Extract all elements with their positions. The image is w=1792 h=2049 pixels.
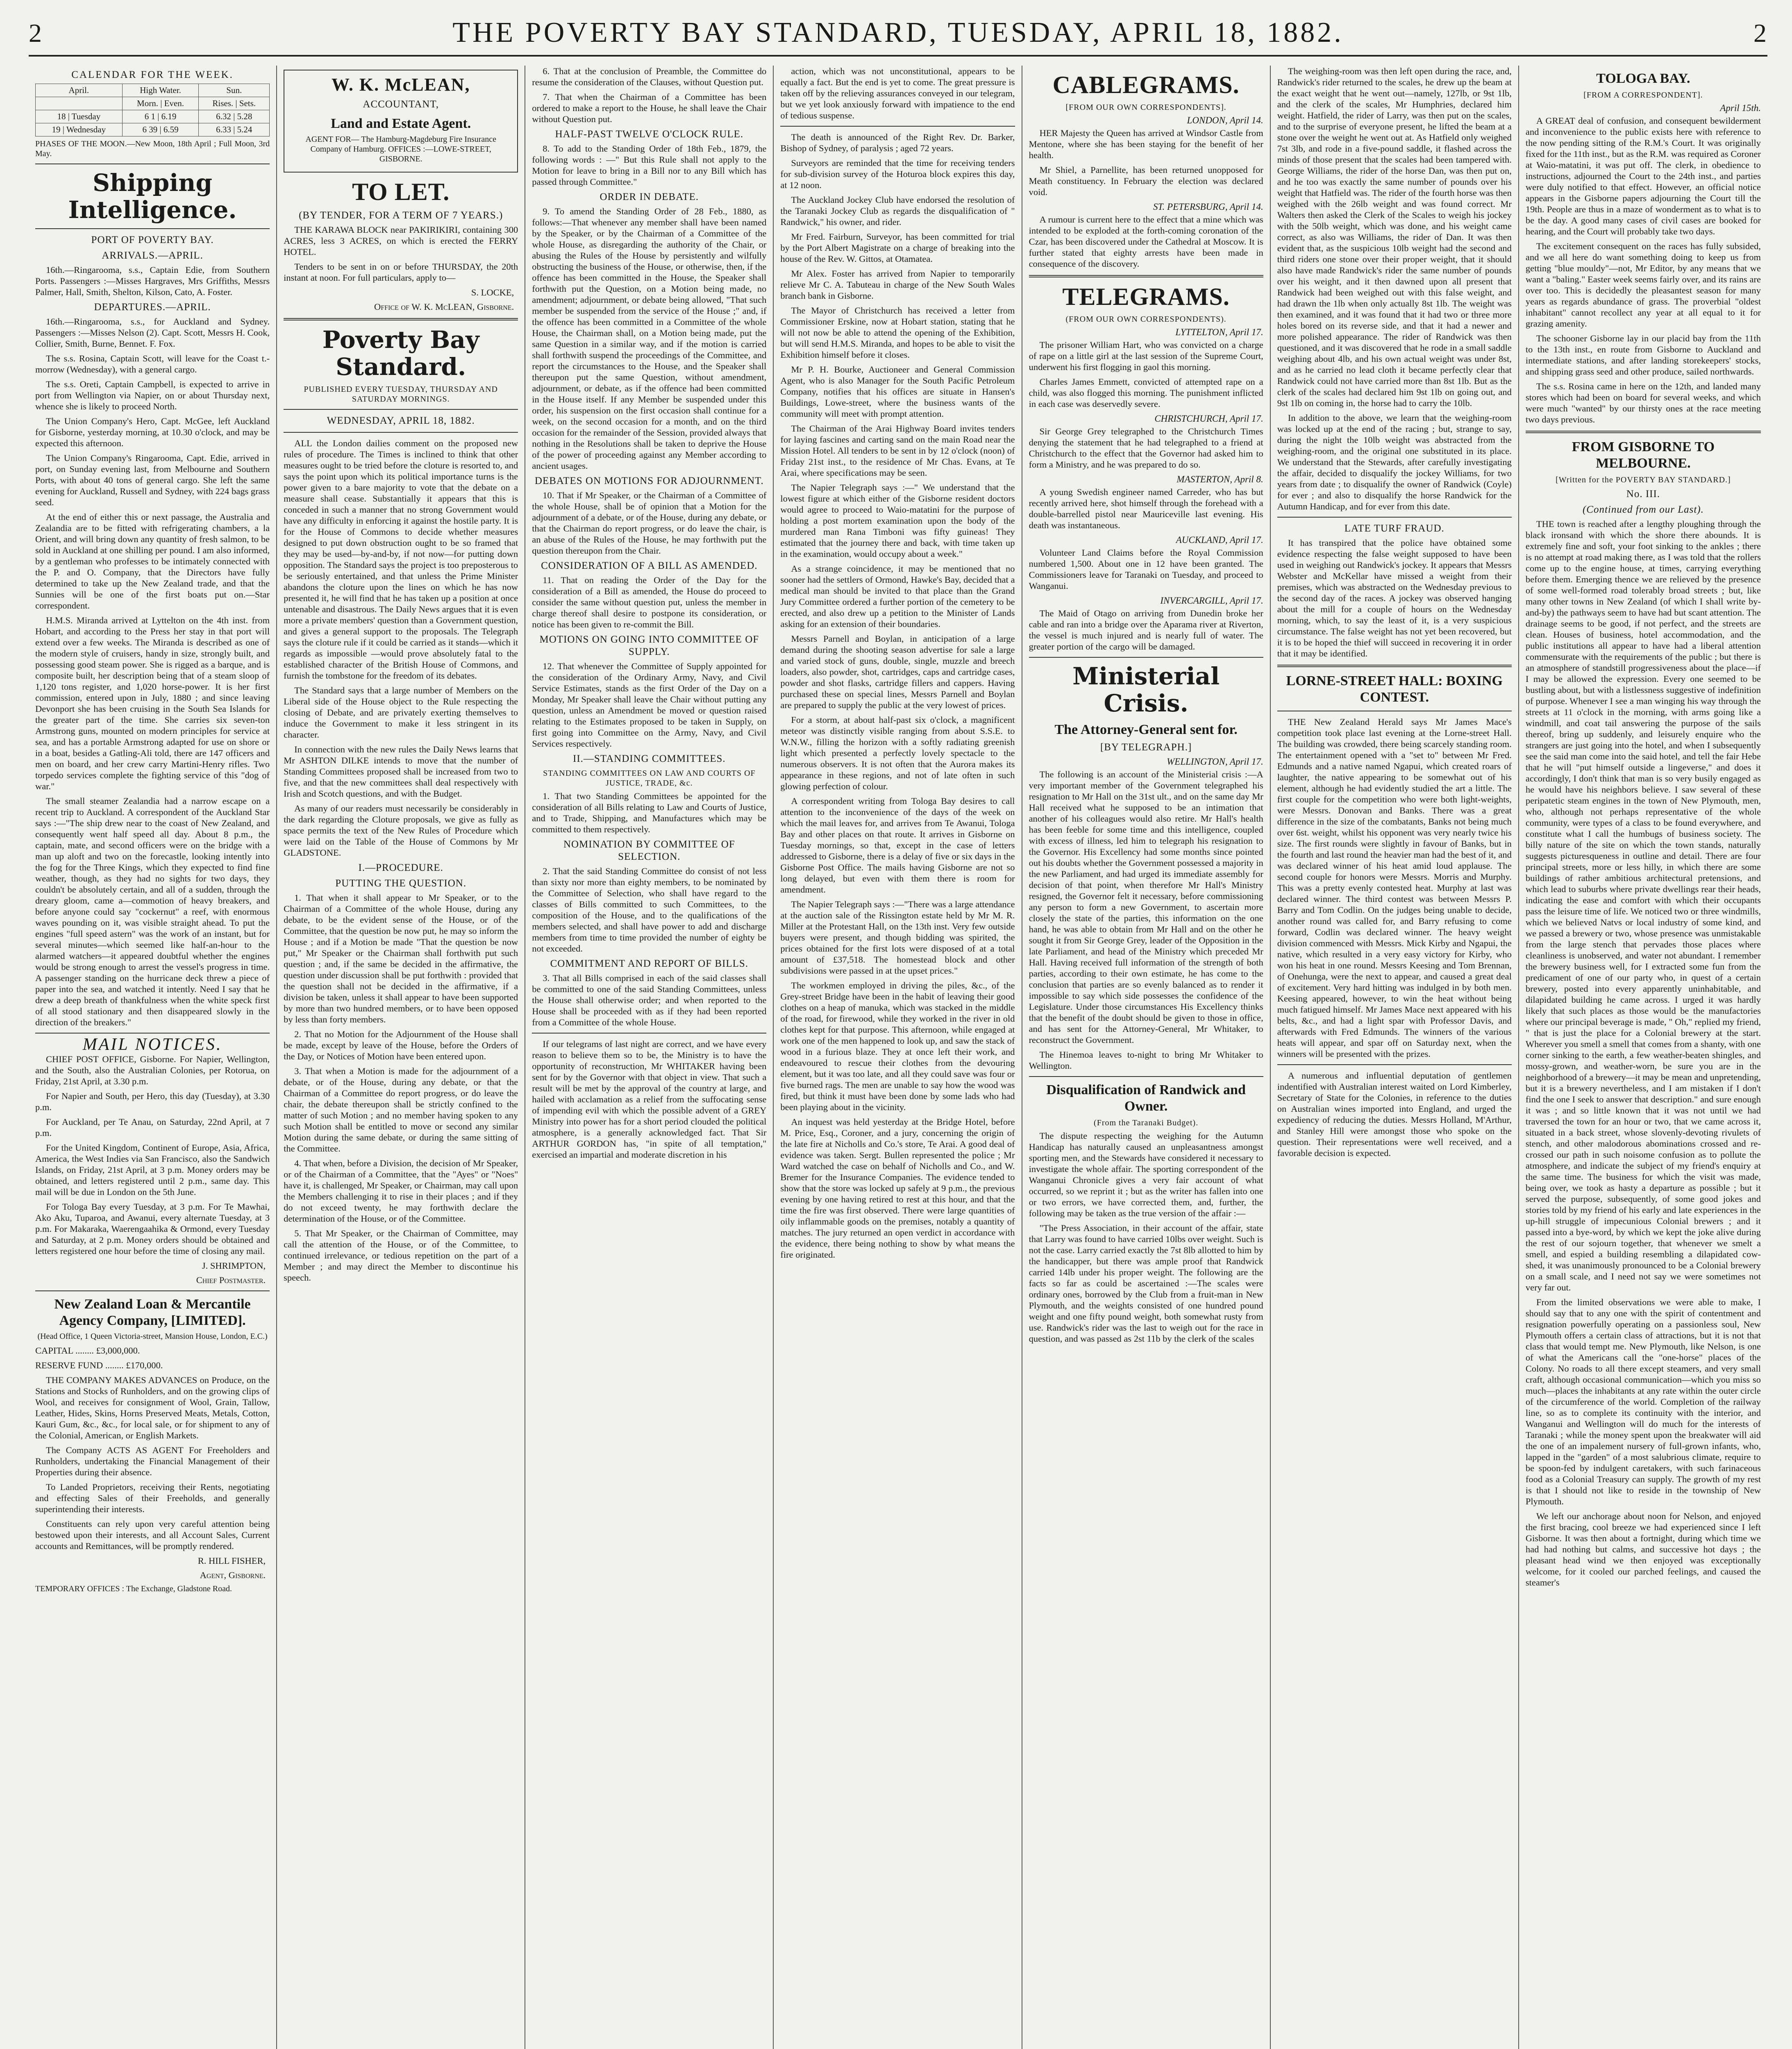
table-cell: 6 39 | 6.59 [122, 123, 199, 136]
mail-paragraph: For the United Kingdom, Continent of Europe, Asia, Africa, America, the West Indies via San Francisco, also the Sandwich Islands, on Friday, 21st April, at 3 p.m. Money orders may be obtained, and letters registered until 2 p.m., same day. This mail will be due in London on the 5th June. [35, 1143, 270, 1197]
column-1 [29, 66, 277, 2049]
cable-dateline: ST. PETERSBURG, April 14. [1153, 202, 1263, 212]
deputation-paragraph: A numerous and influential deputation of gentlemen indentified with Australian interest waited on Lord Kimberley, Secretary of State for the Colonies, in reference to the duties on Australian wines imported into England, and urged the expediency of reducing the duties. Messrs Holland, M'Arthur, and Stanley Hill were amongst those who spoke on the question. Their representations were well received, and a favorable decision is expected. [1277, 1070, 1512, 1158]
procedure-paragraph: 4. That when, before a Division, the decision of Mr Speaker, or of the Chairman of a Committee, that the "Ayes" or "Noes" have it, is challenged, Mr Speaker, or Chairman, may call upon the Members challenging it to rise in their places ; and if they do not exceed twenty, he may forthwith declare the determination of the House, or of the Committee. [284, 1158, 518, 1224]
telegram-text: The Maid of Otago on arriving from Dunedin broke her cable and ran into a bridge over the Aparama river at Riverton, the vessel is much injured and is nearly full of water. The greater portion of the cargo will be damaged. [1029, 608, 1263, 652]
rules-paragraph: 3. That all Bills comprised in each of the said classes shall be committed to one of the said Standing Committees, unless the House shall otherwise order; and when reported to the House shall be proceeded with as if they had been reported from a Committee of the whole House. [532, 973, 767, 1027]
reserve-line: RESERVE FUND ........ £170,000. [35, 1360, 163, 1370]
news-paragraph: Surveyors are reminded that the time for receiving tenders for sub-division survey of the Hoturoa block expires this day, at 12 noon. [780, 158, 1015, 190]
shipping-paragraph: The small steamer Zealandia had a narrow escape on a recent trip to Auckland. A correspondent of the Auckland Star says :—"The ship drew near to the coast of New Zealand, and consequently went half speed all day. About 8 p.m., the captain, mate, and second officers were on the bridge with a man up aloft and two on the forecastle, looking intently into the fog for the Three Kings, which they expected to find fine weather, though, as they had no sights for two days, they couldn't be absolutely certain, and all of a sudden, through the dreary gloom, came a—commotion of heavy breakers, and before anyone could say "cockernut" a reef, with enormous waves pounding on it, was visible straight ahead. To put the engines "full speed astern" was the work of an instant, but for several minutes—which seemed like half-an-hour to the alarmed watchers—it appeared doubtful whether the engines would be strong enough to arrest the vessel's progress in time. A passenger standing on the hurricane deck threw a piece of paper into the sea, and watched it intently. Need I say that he drew a deep breath of thankfulness when the white speck first of all stood stationary and then disappeared slowly in the direction of the breakers." [35, 796, 270, 1027]
rules-paragraph: 9. To amend the Standing Order of 28 Feb., 1880, as follows:—That whenever any member shall have been named by the Speaker, or by the Chairman of a Committee of the whole House, as disregarding the authority of the Chair, or abusing the Rules of the House by persistently and wilfully obstructing the business of the House, or otherwise, then, if the offence has been committed in the House, the Speaker shall forthwith put the Question, on a Motion being made, no amendment; adjournment, or debate being allowed, "That such member be suspended from the service of the House ;" and, if the offence has been committed in a Committee of the whole House, the Chairman shall, on a Motion being made, put the same Question in a similar way, and if the motion is carried shall forthwith suspend the proceedings of the Committee, and report the circumstances to the House, and the Speaker shall thereupon put the same Question, without amendment, adjournment, or debate, as if the offence had been committed in the House itself. If any Member be suspended under this order, his suspension on the first occasion shall continue for a week, on the second occasion for a month, and on the third occasion for the remainder of the Session, provided always that nothing in the Resolutions shall be taken to deprive the House of the power of proceeding against any Member according to ancient usages. [532, 206, 767, 471]
news-paragraph: The Napier Telegraph says :—" We understand that the lowest figure at which either of the Gisborne resident doctors would agree to proceed to Waio-matatini for the purpose of holding a post mortem examination upon the body of the murdered man Rana Timboni was fifty guineas! They estimated that the journey there and back, with time taken up in the examination, would occupy about a week." [780, 482, 1015, 559]
news-paragraph: Mr Fred. Fairburn, Surveyor, has been committed for trial by the Port Albert Magistrate on a charge of breaking into the house of the Rev. W. Gittos, at Otamatea. [780, 232, 1015, 264]
paper-title: Poverty Bay Standard. [322, 326, 479, 381]
procedure-paragraph: 3. That when a Motion is made for the adjournment of a debate, or of the House, during any debate, or that the Chairman of a Committee do report progress, or do leave the chair, the debate thereupon shall be strictly confined to the matter of such Motion ; and no member having spoken to any such Motion shall be entitled to move or second any similar Motion during the same debate, or during the same sitting of the Committee. [284, 1066, 518, 1154]
departures-heading: DEPARTURES.—APRIL. [94, 302, 211, 313]
arrivals-heading: ARRIVALS.—APRIL. [102, 250, 203, 261]
melbourne-paragraph: We left our anchorage about noon for Nelson, and enjoyed the first bracing, cool breeze we had experienced since I left Gisborne. It was then about a fortnight, during which time we had had nothing but calms, and successive hot days ; the pleasant head wind we then enjoyed was exceptionally welcome, for it cooled our parched feelings, and caused the steamer's [1525, 1511, 1761, 1588]
boxing-paragraph: THE New Zealand Herald says Mr James Mace's competition took place last evening at the Lorne-street Hall. The building was crowded, there being scarcely standing room. The entertainment opened with a "set to" between Mr Fred. Edmunds and a native named Ngapui, which created roars of laughter, the native appearing to be somewhat out of his element, although he had evidently studied the art a little. The first couple for the competition who were both light-weights, were Messrs. Donovan and Banks. There was a great difference in the size of the combatants, Banks not being much over 6st. weight, whilst his opponent was very nearly twice his size. The first rounds were slightly in favour of Banks, but in the fourth and last round the heavier man had the best of it, and was declared winner of his heat amid loud applause. The second couple for honors were Messrs. Morris and Murphy. This was a pretty evenly contested heat. Murphy at last was declared winner. The third contest was between Messrs P. Barry and Tom Codlin. On the judges being unable to decide, another round was called for, and Barry refusing to come forward, Codlin was declared winner. The heavy weight division commenced with Messrs. Mick Kirby and Ngapui, the native, which resulted in a very easy victory for Kirby, who won his heat in one round. Messrs Keesing and Tom Brennan, of Onehunga, were the next to appear, and caused a great deal of excitement. Very hard hitting was indulged in by both men. Keesing appeared, however, to win the heat without being much fatigued himself. Mr James Mace next appeared with his belts, &c., and had a light spar with Professor Davis, and afterwards with Fred Edmunds. The winners of the various heats will appear, and spar off on Saturday next, when the winners will be presented with the prizes. [1277, 717, 1512, 1059]
ministerial-crisis-source: [BY TELEGRAPH.] [1100, 742, 1192, 753]
tologa-bay-dateline: April 15th. [1720, 103, 1761, 113]
melbourne-paragraph: From the limited observations we were able to make, I should say that to any one with the spirit of contentment and resignation powerfully operating on a passionless soul, New Plymouth offers a certain class of attractions, but it is not that class that would tempt me. New Plymouth, like Nelson, is one of what the Americans call the "one-horse" places of the Colony. No roads to all there except steamers, and very small craft, although occasional communication—which you miss so much—places the inhabitants at any rate within the outer circle of the circumference of the world. Completion of the railway line, so as to complete its continuity with the interior, and Wanganui and Wellington will do much for the interests of Taranaki ; while the money spent upon the breakwater will aid the one of an impalement nursery of full-grown infants, who, lapped in the "garden" of a most salubrious climate, require to be spoon-fed by indulgent caretakers, with such farinaceous food as a Colonial Treasury can supply. The growth of my rest is that I should not like to reside in the township of New Plymouth. [1525, 1297, 1761, 1506]
disqualification-paragraph: In addition to the above, we learn that the weighing-room was locked up at the end of the racing ; but, strange to say, during the night the 10lb weight was abstracted from the weighing-room, and the original one substituted in its place. We understand that the Stewards, after carefully investigating the affair, decided to disqualify the jockey Williams, for two years from date ; to disqualify the owner of Randwick (Coyle) for ever ; and also to disqualify the horse Randwick for the Autumn Handicap, and for ever from this date. [1277, 413, 1512, 511]
shipping-heading: Shipping Intelligence. [68, 169, 237, 224]
nomination-heading: NOMINATION BY COMMITTEE OF SELECTION. [563, 839, 735, 862]
rules-paragraph: 11. That on reading the Order of the Day for the consideration of a Bill as amended, the House do proceed to consider the same without question put, unless the member in charge thereof shall desire to postpone its consideration, or notice has been given to re-commit the Bill. [532, 575, 767, 629]
cable-text: HER Majesty the Queen has arrived at Windsor Castle from Mentone, where she has been staying for the benefit of her health. [1029, 128, 1263, 160]
table-cell: 6.33 | 5.24 [199, 123, 270, 136]
telegrams-heading: TELEGRAMS. [1062, 283, 1230, 310]
tologa-paragraph: A GREAT deal of confusion, and consequent bewilderment and inconvenience to the public exists here with reference to the now pending sitting of the R.M.'s Court. It was originally fixed for the 11th inst., but as the R.M. was required as Coroner at Waio-matatini, it was put off. The clerk, in obedience to instructions, adjourned the Court to the 24th inst., and parties were duly notified to that effect. However, an official notice appears in the Gisborne papers adjourning the Court till the 19th. People are thus in a maze of wonderment as to what is to be the day. A good many cases of civil cases are booked for hearing, and the Court will probably take two days. [1525, 116, 1761, 236]
half-past-twelve-heading: HALF-PAST TWELVE O'CLOCK RULE. [555, 129, 744, 140]
capital-label: CAPITAL [35, 1345, 73, 1356]
advertiser-name: W. K. McLEAN, [331, 75, 470, 95]
port-heading: PORT OF POVERTY BAY. [91, 234, 214, 245]
to-let-signature: S. LOCKE, [471, 287, 514, 298]
to-let-paragraph: THE KARAWA BLOCK near PAKIRIKIRI, containing 300 ACRES, less 3 ACRES, on which is erected the FERRY HOTEL. [284, 225, 518, 257]
tologa-bay-heading: TOLOGA BAY. [1596, 71, 1690, 86]
disqualification-paragraph: The weighing-room was then left open during the race, and, Randwick's rider returned to the scales, he drew up the beam at the exact weight that he went out—namely, 127lb, or 9st 1lb, and the clerk of the scales, Mr Humphries, declared him weight. Hatfield, the rider of Larry, was then put on the scales, and to the surprise of everyone present, he lifted the beam at a stone over the weight he went out at. As Hatfield only weighed 7st 3lb, and rode in a five-pound saddle, it flashed across the minds of those present that the scales had been tampered with. George Williams, the rider of the horse Dan, was then put on, and he too was exactly the same number of pounds over his weight that Hatfield was. The rider of the fourth horse was then weighed with the 26lb weight and was found correct. Mr Walters then asked the Clerk of the Scales to weigh his jockey with the 50lb weight, which was done, and his weight came correct, as also was Williams, the rider of Dan. It was then evident that, as the suspicious 10lb weight had the second and third riders one stone over their proper weight, that it should also have made Randwick's rider the same number of pounds over his weight, and it then dawned upon all present that Randwick had been weighed out with this false weight, and had drawn the 1lb when only actually 8st 1lb. The weight was then examined, and it was found that it had two or three more holes bored on its reverse side, and that it had a newer and more polished appearance. The rider of Randwick was then questioned, and it was discovered that he rode in a small saddle weighing about 4lb, and his own actual weight was under 8st, and as he carried no lead cloth it became perfectly clear that Randwick could not have carried more than 8st 1lb. But as the clerk of the scales had declared him 9st 1lb on going out, and 9st 1lb on coming in, the horse had to carry the 10lb. [1277, 66, 1512, 408]
column-6 [1271, 66, 1519, 2049]
procedure-subheading: PUTTING THE QUESTION. [335, 878, 467, 889]
rules-paragraph: 7. That when the Chairman of a Committee has been ordered to make a report to the House, he shall leave the Chair without Question put. [532, 92, 767, 124]
calendar-title: CALENDAR FOR THE WEEK. [71, 69, 234, 80]
reserve-label: RESERVE FUND [35, 1360, 103, 1370]
cable-dateline: LONDON, April 14. [1187, 115, 1263, 125]
disqualification-heading: Disqualification of Randwick and Owner. [1046, 1082, 1246, 1114]
moon-phases: PHASES OF THE MOON.—New Moon, 18th April ; Full Moon, 3rd May. [35, 139, 270, 158]
table-cell: 6 1 | 6.19 [122, 110, 199, 123]
news-paragraph: Messrs Parnell and Boylan, in anticipation of a large demand during the shooting season advertise for sale a large and varied stock of guns, double, single, muzzle and breech loaders, also powder, shot, cartridges, caps and cartridge cases, powder and shot flasks, cartridge fillers and cappers. Having purchased these on special lines, Messrs Parnell and Boylan are prepared to supply the public at the very lowest of prices. [780, 634, 1015, 710]
telegram-text: A young Swedish engineer named Carreder, who has but recently arrived here, shot himself through the forehead with a double-barrelled pistol near Mauriceville last evening. His death was instantaneous. [1029, 487, 1263, 530]
loan-paragraph: The Company ACTS AS AGENT For Freeholders and Runholders, undertaking the Financial Management of their Properties during their absence. [35, 1445, 270, 1477]
ministerial-crisis-heading: Ministerial Crisis. [1072, 662, 1220, 717]
mail-paragraph: CHIEF POST OFFICE, Gisborne. For Napier, Wellington, and the South, also the Australian Colonies, per Rotorua, on Friday, 21st April, at 3.30 p.m. [35, 1054, 270, 1086]
to-let-heading: TO LET. [352, 178, 450, 205]
telegram-dateline: LYTTELTON, April 17. [1175, 327, 1263, 337]
telegram-dateline: INVERCARGILL, April 17. [1160, 595, 1263, 606]
advertiser-business: Land and Estate Agent. [331, 116, 471, 131]
column-5 [1022, 66, 1271, 2049]
melbourne-continued: (Continued from our Last). [1582, 504, 1704, 515]
telegram-text: Volunteer Land Claims before the Royal Commission numbered 1,500. About one in 12 have been granted. The Commissioners leave for Taranaki on Tuesday, and proceed to Wanganui. [1029, 547, 1263, 591]
editorial-paragraph: The Standard says that a large number of Members on the Liberal side of the House object to the Rule respecting the closing of Debate, and are privately exerting themselves to induce the Government to make it less stringent in its character. [284, 685, 518, 740]
capital-line: CAPITAL ........ £3,000,000. [35, 1345, 140, 1356]
tologa-paragraph: The schooner Gisborne lay in our placid bay from the 11th to the 13th inst., en route from Gisborne to Auckland and intermediate stations, and after landing storekeepers' stocks, and shipping grass seed and other produce, sailed northwards. [1525, 333, 1761, 377]
table-cell: 19 | Wednesday [36, 123, 123, 136]
news-paragraph: The death is announced of the Right Rev. Dr. Barker, Bishop of Sydney, of paralysis ; aged 72 years. [780, 132, 1015, 153]
calendar-header: Sun. [199, 84, 270, 97]
crisis-paragraph: The Hinemoa leaves to-night to bring Mr Whitaker to Wellington. [1029, 1049, 1263, 1071]
crisis-paragraph: The following is an account of the Ministerial crisis :—A very important member of the Government telegraphed his resignation to Mr Hall on the 31st ult., and on the same day Mr Hall received what he supposed to be an intimation that another of his colleagues would also retire. Mr Hall's health has been feeble for some time and this intelligence, coupled with excess of illness, led him to telegraph his resignation to the Governor. His Excellency had some months since pointed out his doubts whether the Government possessed a majority in the new Parliament, and had urged its immediate assembly for decision of that point, when therefore Mr Hall's Ministry resigned, the Governor felt it necessary, before commissioning any person to form a new Government, to ascertain more closely the state of the parties, this information on the one hand, he was able to obtain from Mr Hall and on the other he sought it from Sir George Grey, leader of the Opposition in the late Parliament, and head of the Ministry which preceded Mr Hall. Having received full information of the strength of both parties, according to their own estimate, he has come to the conclusion that parties are so evenly balanced as to render it impossible to say which side possesses the confidence of the Legislature. Under those circumstances His Excellency thinks that the benefit of the doubt should be given to those in office, and has sent for the Attorney-General, Mr Whitaker, to reconstruct the Government. [1029, 769, 1263, 1045]
turf-fraud-heading: LATE TURF FRAUD. [1344, 523, 1445, 534]
arrivals-text: 16th.—Ringarooma, s.s., Captain Edie, from Southern Ports. Passengers :—Misses Hargraves, Mrs Griffiths, Messrs Palmer, Hall, Smith, Shelton, Kilson, Cato, A. Foster. [35, 265, 270, 297]
departures-text: 16th.—Ringarooma, s.s., for Auckland and Sydney. Passengers :—Misses Nelson (2). Capt. Scott, Messrs H. Cook, Collier, Smith, Burne, Bennet. F. Fox. [35, 316, 270, 349]
shipping-paragraph: The s.s. Oreti, Captain Campbell, is expected to arrive in port from Wellington via Napier, on or about Thursday next, whence she is likely to proceed North. [35, 379, 270, 411]
supply-heading: MOTIONS ON GOING INTO COMMITTEE OF SUPPLY. [539, 634, 759, 657]
loan-paragraph: THE COMPANY MAKES ADVANCES on Produce, on the Stations and Stocks of Runholders, and on the growing clips of Wool, and receives for consignment of Wool, Grain, Tallow, Leather, Hides, Skins, Horns Preserved Meats, Metals, Cotton, Kauri Gum, &c., &c., for local sale, or for shipment to any of the Colonial, American, or English Markets. [35, 1375, 270, 1440]
procedure-paragraph: 5. That Mr Speaker, or the Chairman of Committee, may call the attention of the House, or of the Committee, to continued irrelevance, or tedious repetition on the part of a Member ; and may direct the Member to discontinue his speech. [284, 1228, 518, 1283]
mail-paragraph: For Napier and South, per Hero, this day (Tuesday), at 3.30 p.m. [35, 1091, 270, 1112]
table-row [36, 123, 270, 136]
cablegrams-source: [FROM OUR OWN CORRESPONDENTS]. [1065, 103, 1226, 112]
paper-publication-note: PUBLISHED EVERY TUESDAY, THURSDAY AND SATURDAY MORNINGS. [304, 385, 498, 404]
news-paragraph: Mr Alex. Foster has arrived from Napier to temporarily relieve Mr C. A. Tabuteau in charge of the New South Wales branch bank in Gisborne. [780, 268, 1015, 301]
newspaper-title: THE POVERTY BAY STANDARD, TUESDAY, APRIL 18, 1882. [452, 17, 1344, 48]
news-paragraph: The Mayor of Christchurch has received a letter from Commissioner Erskine, now at Hobart station, stating that he will not now be able to attend the opening of the Exhibition, but will send H.M.S. Miranda, and hopes to be able to visit the Exhibition himself before it closes. [780, 305, 1015, 360]
to-let-subheading: (BY TENDER, FOR A TERM OF 7 YEARS.) [299, 210, 503, 221]
mail-paragraph: For Auckland, per Te Anau, on Saturday, 22nd April, at 7 p.m. [35, 1117, 270, 1138]
telegram-text: Sir George Grey telegraphed to the Christchurch Times denying the statement that he had telegraphed to a friend at Christchurch to the effect that the Governor had asked him to form a Ministry, and he was prepared to do so. [1029, 426, 1263, 470]
standing-committees-subheading: STANDING COMMITTEES ON LAW AND COURTS OF JUSTICE, TRADE, &c. [543, 769, 756, 788]
news-paragraph: An inquest was held yesterday at the Bridge Hotel, before M. Price, Esq., Coroner, and a jury, concerning the origin of the late fire at Nicholls and Co.'s store, Te Arai. A good deal of evidence was taken. Sergt. Bullen represented the police ; Mr Ward watched the case on behalf of Nicholls and Co., and W. Bremer for the Insurance Companies. The evidence tended to show that the store was locked up safely at 9 p.m., the previous evening by one having retired to rest at this hour, and that the time the fire was first observed. There were large quantities of oily inflammable goods on the premises, notably a quantity of matches. The jury returned an open verdict in accordance with the evidence, there being nothing to show by what means the fire originated. [780, 1117, 1015, 1260]
ministerial-crisis-subheading: The Attorney-General sent for. [1054, 722, 1238, 737]
news-paragraph: For a storm, at about half-past six o'clock, a magnificent meteor was distinctly visible ranging from about S.S.E. to W.N.W., filling the horizon with a softly radiating greenish light which presented a perfectly lovely spectacle to the numerous observers. It is not often that the Aurora makes its appearance in these regions, and not of late often in such glowing perfection of colour. [780, 715, 1015, 791]
capital-value: £3,000,000. [96, 1345, 140, 1356]
melbourne-heading: FROM GISBORNE TO MELBOURNE. [1572, 439, 1715, 471]
postmaster-title: Chief Postmaster. [196, 1275, 266, 1285]
table-cell: 18 | Tuesday [36, 110, 123, 123]
masthead [29, 16, 1767, 57]
loan-agent-signature: R. HILL FISHER, [198, 1556, 266, 1566]
columns [29, 66, 1767, 2049]
table-cell: 6.32 | 5.28 [199, 110, 270, 123]
procedure-heading: I.—PROCEDURE. [358, 862, 443, 873]
news-paragraph: The Chairman of the Arai Highway Board invites tenders for laying fascines and carting sand on the main Road near the Mission Hotel. All tenders to be sent in by 12 o'clock (noon) of Friday 21st inst., to the residence of Mr Chas. Evans, at Te Arai, where specifications may be seen. [780, 423, 1015, 478]
to-let-paragraph: Tenders to be sent in on or before THURSDAY, the 20th instant at noon. For full particulars, apply to— [284, 261, 518, 283]
rules-paragraph: 2. That the said Standing Committee do consist of not less than sixty nor more than eighty members, to be nominated by the Committee of Selection, who shall have regard to the classes of Bills committed to such Committees, to the composition of the House, and to the qualifications of the members selected, and shall have power to add and discharge members from time to time provided the number of eighty be not exceeded. [532, 866, 767, 954]
shipping-paragraph: The Union Company's Hero, Capt. McGee, left Auckland for Gisborne, yesterday morning, at 10.30 o'clock, and may be expected this afternoon. [35, 416, 270, 448]
loan-paragraph: To Landed Proprietors, receiving their Rents, negotiating and effecting Sales of their Freeholds, and generally superintending their interests. [35, 1482, 270, 1514]
adjournment-heading: DEBATES ON MOTIONS FOR ADJOURNMENT. [534, 475, 764, 486]
telegram-text: Charles James Emmett, convicted of attempted rape on a child, was also flogged this morning. The punishment inflicted in each case was deservedly severe. [1029, 377, 1263, 409]
table-row [36, 110, 270, 123]
loan-company-heading: New Zealand Loan & Mercantile Agency Company, [LIMITED]. [54, 1297, 251, 1328]
editorial-paragraph: ALL the London dailies comment on the proposed new rules of procedure. The Times is inclined to think that other measures ought to be tried before the cloture is resorted to, and says the point upon which its political importance turns is the power given to a bare majority to vote that the debate on a measure shall cease. Substantially it appears that this is conceded in such a manner that no strong Government would have any difficulty in enforcing it against the hostile party. It is for the House of Commons to decide whether measures designed to put down obstruction ought to be so framed that they may be used—by-and-by, if not now—for putting down opposition. The Standard says the project is too preposterous to be seriously entertained, and that unless the Prime Minister abandons the cloture upon the lines on which he has now presented it, he will find that he has taken up a position at once untenable and disastrous. The Daily News argues that it is even more a private members' question than a Government question, and gives a general support to the proposals. The Telegraph says the cloture rule if it could be carried as it stands—which it regards as impossible —would prove absolutely fatal to the established character of the British House of Commons, and furnish the tombstone for the freedom of its debates. [284, 438, 518, 681]
editorial-paragraph: If our telegrams of last night are correct, and we have every reason to believe them so to be, the Ministry is to have the opportunity of reconstruction, Mr WHITAKER having been sent for by the Governor with that object in view. That such a result will be met by the approval of the country at large, and hailed with acclamation as a relief from the suffocating sense of impending evil with which the possible advent of a GREY Ministry into power has for a short period clouded the political atmosphere, is a generally acknowledged fact. That Sir ARTHUR GORDON has, "in spite of all temptation," exercised an impartial and moderate discretion in his [532, 1039, 767, 1160]
loan-agent-title: Agent, Gisborne. [200, 1570, 266, 1580]
melbourne-source: [Written for the POVERTY BAY STANDARD.] [1556, 475, 1731, 484]
telegram-dateline: CHRISTCHURCH, April 17. [1154, 413, 1263, 424]
reserve-value: £170,000. [126, 1360, 163, 1370]
disqualification-paragraph: "The Press Association, in their account of the affair, state that Larry was found to have carried 10lbs over weight. Such is not the case. Larry carried exactly the 7st 8lb allotted to him by the handicapper, but there was ample proof that Randwick carried 14lb under his proper weight. The following are the facts so far as could be ascertained :—The scales were ordinary ones, borrowed by the Club from a fruit-man in New Plymouth, and the weights consisted of one hundred pound weight and one fifty pound weight, both somewhat rusty from use. Randwick's rider was the last to weigh out for the race in question, and was passed as 2st 11b by the clerk of the scales [1029, 1223, 1263, 1344]
calendar-table [35, 84, 270, 136]
to-let-address: Office of W. K. McLEAN, Gisborne. [374, 302, 514, 312]
news-paragraph: action, which was not unconstitutional, appears to be equally a fact. But the end is yet to come. The great pressure is taken off by the relieving assurances conveyed in our telegram, but we yet look anxiously forward with impatience to the end of tedious suspense. [780, 66, 1015, 120]
news-paragraph: The workmen employed in driving the piles, &c., of the Grey-street Bridge have been in the habit of leaving their good clothes on a heap of manuka, which was stacked in the middle of the road, for firewood, while they worked in the river in old clothes kept for that purpose. This afternoon, while engaged at work one of the men happened to look up, and saw the stack of wood in a furious blaze. They at once left their work, and endeavoured to rescue their clothes from the devouring element, but it was too late, and all they could save was four or five burned rags. The men are unable to say how the wood was fired, but think it must have been done by some lads who had been playing about in the vicinity. [780, 980, 1015, 1112]
mclean-advertisement [284, 70, 518, 173]
calendar-header: High Water. [122, 84, 199, 97]
order-in-debate-heading: ORDER IN DEBATE. [600, 191, 699, 202]
tologa-paragraph: The excitement consequent on the races has fully subsided, and we all here do want something doing to keep us from getting "blue mouldy"—not, Mr Editor, by any means that we want a "baling." Easter week seems fairly over, and its rains are over too. This is decidedly the pleasantest season for many years as regards abundance of grass. The proverbial "oldest inhabitant" cannot recollect any year at all equal to it for grazing amenity. [1525, 241, 1761, 329]
rules-paragraph: 8. To add to the Standing Order of 18th Feb., 1879, the following words : —" But this Rule shall not apply to the Motion for leave to bring in a Bill nor to any Bill which has passed through Committee." [532, 143, 767, 187]
calendar-subheader [36, 97, 123, 110]
postmaster-signature: J. SHRIMPTON, [202, 1261, 266, 1271]
calendar-subheader: Rises. | Sets. [199, 97, 270, 110]
news-paragraph: The Auckland Jockey Club have endorsed the resolution of the Taranaki Jockey Club as regards the disqualification of " Randwick," his owner, and rider. [780, 195, 1015, 227]
cable-text: A rumour is current here to the effect that a mine which was intended to be exploded at the forth-coming coronation of the Czar, has been discovered under the Cathedral at Moscow. It is further stated that eighty arrests have been made in consequence of the discovery. [1029, 214, 1263, 269]
editorial-paragraph: In connection with the new rules the Daily News learns that Mr ASHTON DILKE intends to move that the number of Standing Committees proposed shall be increased from two to five, and that the new committees shall deal respectively with Irish and Scotch questions, and with the Budget. [284, 744, 518, 799]
loan-office: (Head Office, 1 Queen Victoria-street, Mansion House, London, E.C.) [37, 1332, 268, 1341]
standing-committees-heading: II.—STANDING COMMITTEES. [573, 753, 726, 764]
mail-paragraph: For Tologa Bay every Tuesday, at 3 p.m. For Te Mawhai, Ako Aku, Tuparoa, and Awanui, every alternate Tuesday, at 3 p.m. For Makaraka, Waerengaahika & Ormond, every Tuesday and Saturday, at 2 p.m. Money orders should be obtained and letters registered one hour before the time of closing any mail. [35, 1202, 270, 1256]
page-number-left: 2 [29, 18, 43, 48]
cable-text: Mr Shiel, a Parnellite, has been returned unopposed for Meath constituency. In February the election was declared void. [1029, 165, 1263, 197]
news-paragraph: Mr P. H. Bourke, Auctioneer and General Commission Agent, who is also Manager for the South Pacific Petroleum Company, notifies that his offices are situate in Hansen's Buildings, Lowe-street, where the business wants of the community will meet with prompt attention. [780, 364, 1015, 419]
telegram-text: The prisoner William Hart, who was convicted on a charge of rape on a little girl at the last session of the Supreme Court, underwent his first flogging in gaol this morning. [1029, 340, 1263, 372]
rules-paragraph: 1. That two Standing Committees be appointed for the consideration of all Bills relating to Law and Courts of Justice, and to Trade, Shipping, and Manufactures which may be committed to them respectively. [532, 791, 767, 834]
telegrams-source: (FROM OUR OWN CORRESPONDENTS). [1065, 315, 1226, 324]
news-paragraph: The Napier Telegraph says :—"There was a large attendance at the auction sale of the Rissington estate held by Mr M. R. Miller at the Protestant Hall, on the 13th inst. Very few outside buyers were present, and though bidding was spirited, the prices obtained for the first lots were disposed of at a total amount of £37,518. The homestead block and other subdivisions were passed in at the upset prices." [780, 899, 1015, 976]
disqualification-source: (From the Taranaki Budget). [1094, 1118, 1199, 1127]
rules-paragraph: 10. That if Mr Speaker, or the Chairman of a Committee of the whole House, shall be of opinion that a Motion for the adjournment of a debate, or of the House, during any debate, or that the Chairman do report progress, or do leave the chair, is an abuse of the Rules of the House, he may forthwith put the question thereupon from the Chair. [532, 490, 767, 556]
advertiser-details: AGENT FOR— The Hamburg-Magdeburg Fire Insurance Company of Hamburg. OFFICES :—LOWE-STREET, GISBORNE. [305, 135, 497, 164]
rules-paragraph: 12. That whenever the Committee of Supply appointed for the consideration of the Ordinary Army, Navy, and Civil Service Estimates, stands as the first Order of the Day on a Monday, Mr Speaker shall leave the Chair without putting any question, unless an Amendment be moved or question raised relating to the Estimates proposed to be taken in Supply, on first going into Committee on the Army, Navy, and Civil Services respectively. [532, 661, 767, 749]
column-3 [525, 66, 774, 2049]
tologa-paragraph: The s.s. Rosina came in here on the 12th, and landed many stores which had been on board for several weeks, and which were much "wanted" by our thirsty ones at the race meeting two days previous. [1525, 381, 1761, 425]
cablegrams-heading: CABLEGRAMS. [1052, 71, 1240, 98]
mail-notices-heading: MAIL NOTICES. [82, 1035, 223, 1054]
turf-fraud-paragraph: It has transpired that the police have obtained some evidence respecting the false weight supposed to have been used in weighing out Randwick's jockey. It appears that Messrs Webster and McKellar have missed a weight from their premises, which was abstracted on the Wednesday previous to the second day of the races. A jockey was observed hanging about the mill for a couple of hours on the Wednesday morning, which, to say the least of it, is a very suspicious circumstance. The false weight has not yet been recovered, but it is to be hoped the thief will succeed in recovering it in order that it may be identified. [1277, 538, 1512, 659]
telegram-dateline: MASTERTON, April 8. [1176, 474, 1263, 484]
rules-paragraph: 6. That at the conclusion of Preamble, the Committee do resume the consideration of the Clauses, without Question put. [532, 66, 767, 87]
melbourne-paragraph: THE town is reached after a lengthy ploughing through the black ironsand with which the shore there abounds. It is extremely fine and soft, your foot sinking to the ankles ; there is no attempt at road making there, as I was told that the rollers come up to the engine house, at times, carrying everything before them. Emerging thence we are relieved by the presence of some well-formed road tolerably broad streets ; but, like many other towns in New Zealand (of which I shall write by-and-by) the pathways seem to have had but scant attention. The drainage seems to be good, if not perfect, and the streets are clean. Houses of business, hotel accommodation, and the public institutions all appear to have had a liberal attention commensurate with the requirements of the public ; but there is an atmosphere of standstill progressiveness about the place—if I may be allowed the expression. Every one seemed to be bustling about, but with a listlessness suggestive of indefinition of purpose. Whenever I see a man winging his way through the streets at 11 o'clock in the morning, with arms going like a windmill, and coat tail answering the purpose of the sails thereof, bring up suddenly, and leisurely enquire who the strangers are just going into the hotel, and when I subsequently see the said man come into the said hotel, and tell the fair Hebe that he will "put himself outside a lingeverse," and does it accordingly, I don't think that man is so very busily engaged as he would have his neighbors believe. I saw several of these peripatetic steam engines in the town of New Plymouth, men, who, although not perhaps representative of the whole community, were types of a class to be found everywhere, and constitute what I call the humbugs of business society. The billy nature of the site on which the town stands, naturally suggests picturesqueness in outline and detail. There are four principal streets, more or less hilly, in which there are some buildings of rather ambitious architectural pretensions, and which lead to suburbs where private dwellings rear their heads, indicating the ease and comfort with which their occupants pass the leisure time of life. We noticed two or three windmills, which we believed Natvs or local industry of some kind, and we passed a brewery or two, whose presence was unmistakable from the large stench that pervades those places where cleanliness is unobserved, and water not abundant. I remember the brewery business well, for I extracted some fun from the predicament of one of our party who, in quest of a certain brewery, posted into every apparently uninhabitable, and dilapidated building he came across. I urged it was hardly likely that such places as those would be the manufactories where our principal beverage is made, " Oh," replied my friend, " that is just the place for a Colonial brewery at the start. Wherever you smell a smell that comes from a shanty, with one corner sinking to the earth, a few weather-beaten shingles, and mossy-grown, and weather-worn, be sure you are in the neighborhood of a brewery—it may be mean and unpretending, but it is a brewery nevertheless, and I am mistaken if I don't find the one I seek to answer that description." and sure enough it was ; and so little known that it was not until we had traversed the town for an hour or two, that we came across it, situated in a back street, whose slovenly-devoting rivulets of stench, and other malodorous abominations crossed and re-crossed our path in such noisome confusion as to pollute the atmosphere, and indicate the subject of my friend's enquiry at the same time. The business for which the visit was made, being over, we took as hasty a departure as possible ; but it served the purpose, subsequently, of some good jokes and stories told by my friend of his early and late experiences in the up-hill struggle of impecunious Colonial brewers ; and it passed into a bye-word, by which we kept the joke alive during the rest of our sojourn together, that whenever we smelt a smell, and espied a building resembling a dilapidated cow-shed, it was unanimously pronounced to be a Colonial brewery on a small scale, and I need not say we were sometimes not very far out. [1525, 519, 1761, 1293]
column-2 [277, 66, 525, 2049]
disqualification-paragraph: The dispute respecting the weighing for the Autumn Handicap has naturally caused an unpleasantness amongst sporting men, and the Stewards have considered it necessary to investigate the whole affair. The sporting correspondent of the Wanganui Chronicle gives a very fair account of what occurred, so we reprint it ; but as the writer has fallen into one or two errors, we have corrected them, and, further, the following may be taken as the true version of the affair :— [1029, 1131, 1263, 1218]
shipping-paragraph: H.M.S. Miranda arrived at Lyttelton on the 4th inst. from Hobart, and according to the Press her stay in that port will extend over a few weeks. The Miranda is described as one of the modern style of cruisers, handy in size, strongly built, and possessing good steam power. She is rigged as a barque, and is composite built, her description being that of a steam sloop of 1,120 tons register, and 1,020 horse-power. It is her first commission, entered upon in July, 1880 ; and since leaving Devonport she has been cruising in the South Sea Islands for the greater part of the time. She carries six seven-ton Armstrong guns, mounted on modern principles for service at sea, and has a portable Armstrong adapted for use on shore or in a boat, besides a Gatling-Ali told, there are 147 officers and men on board, and her crew carry Martini-Henry rifles. Two torpedo services complete the fighting service of this "dog of war." [35, 615, 270, 791]
loan-paragraph: Constituents can rely upon very careful attention being bestowed upon their interests, and all Account Sales, Current accounts and Remittances, will be promptly rendered. [35, 1519, 270, 1551]
commitment-heading: COMMITMENT AND REPORT OF BILLS. [550, 958, 749, 969]
advertiser-profession: ACCOUNTANT, [363, 99, 439, 110]
shipping-paragraph: The s.s. Rosina, Captain Scott, will leave for the Coast t.-morrow (Wednesday), with a general cargo. [35, 353, 270, 375]
tologa-bay-source: [FROM A CORRESPONDENT]. [1583, 91, 1703, 100]
shipping-paragraph: The Union Company's Ringarooma, Capt. Edie, arrived in port, on Sunday evening last, from Melbourne and Southern Ports, with about 40 tons of general cargo. She left the same evening for Auckland, Russell and Sydney, with 224 bags grass seed. [35, 453, 270, 507]
procedure-paragraph: 2. That no Motion for the Adjournment of the House shall be made, except by leave of the House, before the Orders of the Day, or Notices of Motion have been entered upon. [284, 1029, 518, 1061]
news-paragraph: A correspondent writing from Tologa Bay desires to call attention to the inconvenience of the days of the week on which the mail leaves for, and arrives from Te Awanui, Tologa Bay and other places on that route. It arrives in Gisborne on Tuesday mornings, so that, except in the case of letters addressed to Gisborne, there is a delay of five or six days in the Gisborne Post Office. The mails having Gisborne are not so long delayed, but even with them there is room for amendment. [780, 796, 1015, 895]
page-number-right: 2 [1753, 18, 1767, 48]
telegram-dateline: AUCKLAND, April 17. [1176, 535, 1263, 545]
column-4 [774, 66, 1022, 2049]
procedure-paragraph: 1. That when it shall appear to Mr Speaker, or to the Chairman of a Committee of the whole House, during any debate, to be the evident sense of the House, or of the Committee, that the question be now put, he may so inform the House ; and if a Motion be made "That the question be now put," Mr Speaker or the Chairman shall forthwith put such question ; and, if the same be decided in the affirmative, the question under discussion shall be put forthwith : provided that the question shall not be decided in the affirmative, if a division be taken, unless it shall appear to have been supported by more than two hundred members, or to have been opposed by less than forty members. [284, 893, 518, 1024]
calendar-subheader: Morn. | Even. [122, 97, 199, 110]
melbourne-number: No. III. [1626, 488, 1660, 500]
temporary-offices: TEMPORARY OFFICES : The Exchange, Gladstone Road. [35, 1584, 232, 1593]
editorial-paragraph: As many of our readers must necessarily be considerably in the dark regarding the Cloture proposals, we give as fully as space permits the text of the New Rules of Procedure which were laid on the Table of the House of Commons by Mr GLADSTONE. [284, 803, 518, 858]
paper-date: WEDNESDAY, APRIL 18, 1882. [327, 415, 475, 426]
ministerial-crisis-dateline: WELLINGTON, April 17. [1167, 756, 1263, 767]
news-paragraph: As a strange coincidence, it may be mentioned that no sooner had the settlers of Ormond, Hawke's Bay, decided that a medical man should be invited to that place than the Grand Jury Committee ordered a further portion of the cemetery to be erected, and also drew up a petition to the Minister of Lands asking for an extension of their boundaries. [780, 563, 1015, 629]
shipping-paragraph: At the end of either this or next passage, the Australia and Zealandia are to be fitted with refrigerating chambers, a la Orient, and will bring down any quantity of fresh salmon, to be sold in Auckland at one shilling per pound. I am also informed, by a gentleman who professes to be intimately connected with the P. and O. Company, that the Directors have fully determined to take up the New Zealand trade, and that the Sunnies will be one of the first boats put on.—Star correspondent. [35, 512, 270, 611]
column-7 [1519, 66, 1767, 2049]
calendar-header: April. [36, 84, 123, 97]
boxing-contest-heading: LORNE-STREET HALL: BOXING CONTEST. [1286, 673, 1503, 705]
bill-amended-heading: CONSIDERATION OF A BILL AS AMENDED. [541, 560, 758, 571]
